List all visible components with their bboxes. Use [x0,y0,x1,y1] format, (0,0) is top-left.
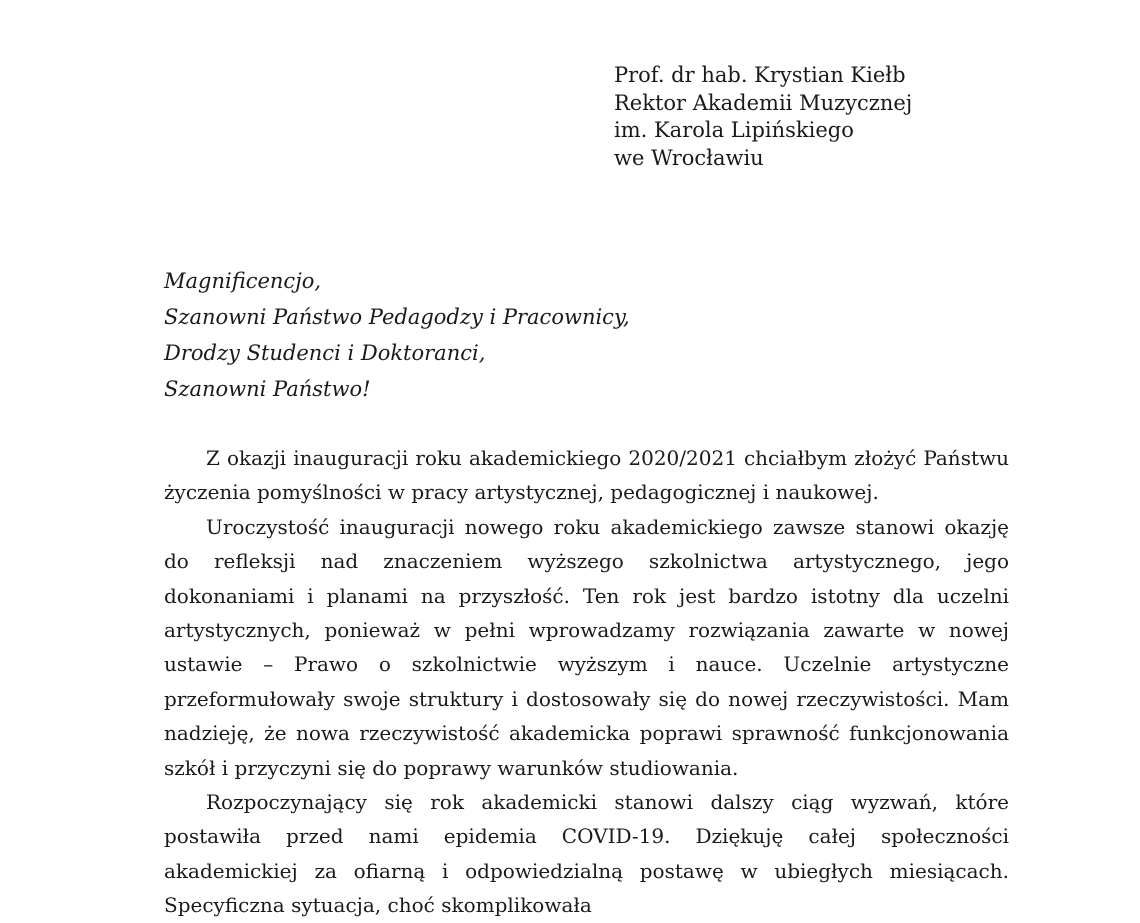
body-paragraph: Z okazji inauguracji roku akademickiego 2020/2021 chciałbym złożyć Państwu życzenia pomyślności w pracy artystycznej, pedagogicznej i naukowej. [164,446,1009,505]
body-paragraph: Uroczystość inauguracji nowego roku akademickiego zawsze stanowi okazję do refleksji nad znaczeniem wyższego szkolnictwa artystycznego, jego dokonaniami i planami na przyszłość. Ten rok jest bardzo istotny dla uczelni artystycznych, ponieważ w pełni wprowadzamy rozwiązania zawarte w nowej ustawie – Prawo o szkolnictwie wyższym i nauce. Uczelnie artystyczne przeformułowały swoje struktury i dostosowały się do nowej rzeczywistości. Mam nadzieję, że nowa rzeczywistość akademicka poprawi sprawność funkcjonowania szkół i przyczyni się do poprawy warunków studiowania. [164,514,1009,780]
letter-body [164,441,1009,918]
salutation-line: Szanowni Państwo Pedagodzy i Pracownicy, [164,305,630,329]
salutation [164,263,630,407]
salutation-line: Szanowni Państwo! [164,377,371,401]
salutation-line: Drodzy Studenci i Doktoranci, [164,341,486,365]
salutation-line: Magnificencjo, [164,269,322,293]
recipient-line: im. Karola Lipińskiego [614,118,854,142]
recipient-line: Prof. dr hab. Krystian Kiełb [614,63,906,87]
body-paragraph: Rozpoczynający się rok akademicki stanowi dalszy ciąg wyzwań, które postawiła przed nami epidemia COVID-19. Dziękuję całej społeczności akademickiej za ofiarną i odpowiedzialną postawę w ubiegłych miesiącach. Specyficzna sytuacja, choć skomplikowała [164,790,1009,918]
recipient-line: Rektor Akademii Muzycznej [614,90,913,115]
recipient-line: we Wrocławiu [614,145,764,170]
recipient-address [614,62,912,172]
